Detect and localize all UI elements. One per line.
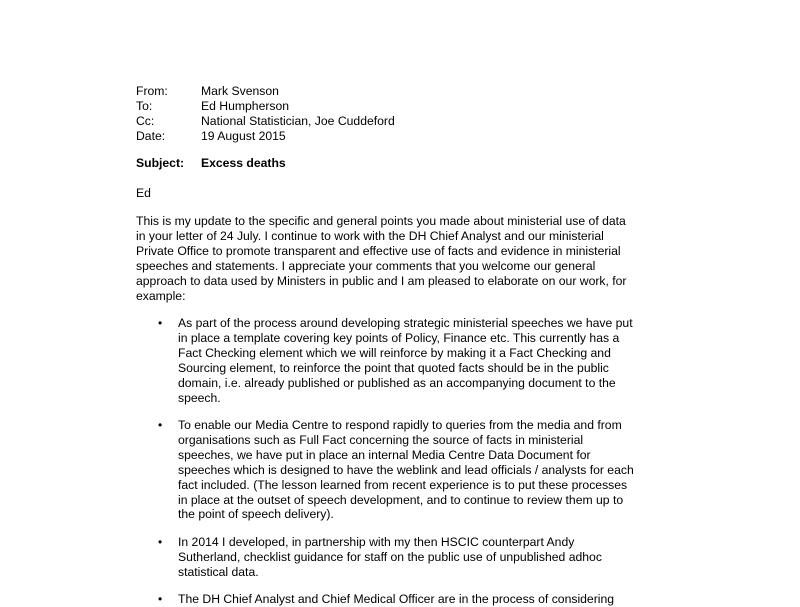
header-label: To: xyxy=(136,99,153,113)
bullet-line: speeches, we have put in place an internal Media Centre Data Document for xyxy=(178,447,591,462)
intro-paragraph xyxy=(136,214,656,303)
header-value: National Statistician, Joe Cuddeford xyxy=(201,114,395,128)
bullet-line: To enable our Media Centre to respond rapidly to queries from the media and from xyxy=(178,418,622,432)
bullet-text xyxy=(178,418,658,522)
bullet-line: in place at the outset of speech development, and to continue to review them up to xyxy=(178,492,624,507)
bullet-line: in place a template covering key points of Policy, Finance etc. This currently has a xyxy=(178,330,620,345)
subject-label: Subject: xyxy=(136,156,185,170)
bullet-text xyxy=(178,316,658,405)
bullet-line: The DH Chief Analyst and Chief Medical Officer are in the process of considering xyxy=(178,592,615,606)
bullet-line: organisations such as Full Fact concerning the source of facts in ministerial xyxy=(178,432,584,447)
header-value: 19 August 2015 xyxy=(201,129,286,143)
header-label: Cc: xyxy=(136,114,155,128)
paragraph-line: in your letter of 24 July. I continue to work with the DH Chief Analyst and our ministerial xyxy=(136,228,604,243)
bullet-line: speech. xyxy=(178,390,221,405)
paragraph-line: speeches and statements. I appreciate your comments that you welcome our general xyxy=(136,258,596,273)
bullet-line: As part of the process around developing strategic ministerial speeches we have put xyxy=(178,316,633,330)
paragraph-line: Private Office to promote transparent and effective use of facts and evidence in ministerial xyxy=(136,243,621,258)
bullet-text xyxy=(178,535,658,580)
bullet-icon: • xyxy=(158,535,163,549)
paragraph-line: This is my update to the specific and general points you made about ministerial use of data xyxy=(136,214,626,228)
header-label: Date: xyxy=(136,129,166,143)
bullet-line: In 2014 I developed, in partnership with my then HSCIC counterpart Andy xyxy=(178,535,575,549)
bullet-line: Sutherland, checklist guidance for staff on the public use of unpublished adhoc xyxy=(178,549,602,564)
greeting: Ed xyxy=(136,186,151,200)
bullet-line: Sourcing element, to reinforce the point that quoted facts should be in the public xyxy=(178,360,609,375)
header-value: Ed Humpherson xyxy=(201,99,290,113)
paragraph-line: approach to data used by Ministers in public and I am pleased to elaborate on our work, for xyxy=(136,273,627,288)
bullet-text xyxy=(178,592,658,607)
bullet-line: statistical data. xyxy=(178,564,259,579)
bullet-line: domain, i.e. already published or published as an accompanying document to the xyxy=(178,375,616,390)
bullet-line: Fact Checking element which we will reinforce by making it a Fact Checking and xyxy=(178,345,611,360)
subject-value: Excess deaths xyxy=(201,156,286,170)
paragraph-line: example: xyxy=(136,288,186,303)
bullet-line: the point of speech delivery). xyxy=(178,507,334,522)
header-label: From: xyxy=(136,84,168,98)
bullet-icon: • xyxy=(158,316,163,330)
bullet-icon: • xyxy=(158,592,163,606)
bullet-icon: • xyxy=(158,418,163,432)
header-value: Mark Svenson xyxy=(201,84,279,98)
bullet-line: fact included. (The lesson learned from recent experience is to put these processes xyxy=(178,477,628,492)
bullet-line: speeches which is designed to have the weblink and lead officials / analysts for each xyxy=(178,462,634,477)
